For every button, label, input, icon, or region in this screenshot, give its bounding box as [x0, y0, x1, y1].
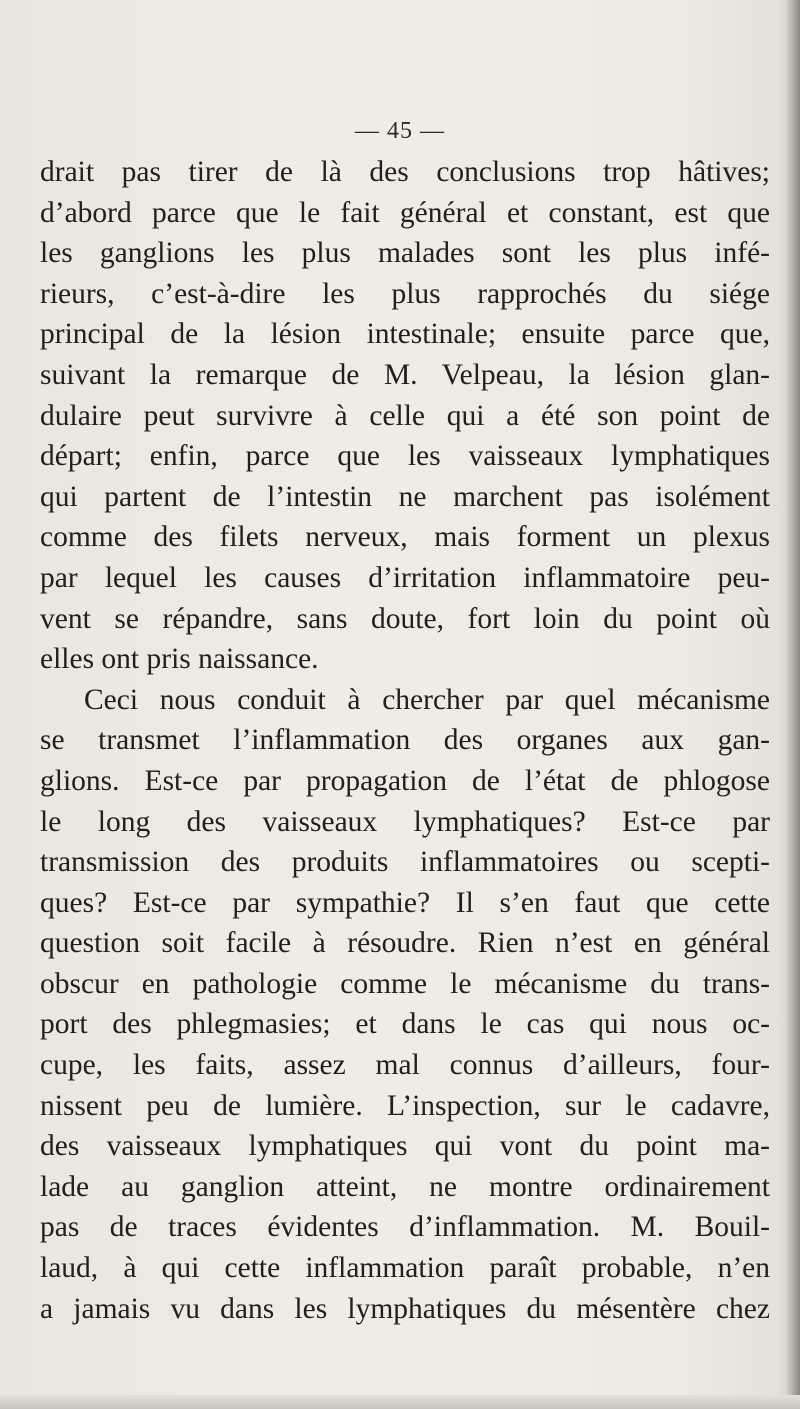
text-line: vent se répandre, sans doute, fort loin du point où	[40, 602, 770, 635]
text-line: Ceci nous conduit à chercher par quel mécanisme	[84, 683, 770, 716]
paragraph-2	[40, 680, 770, 1330]
text-line: nissent peu de lumière. L’inspection, sur le cadavre,	[40, 1089, 770, 1122]
text-line: les ganglions les plus malades sont les plus infé-	[40, 237, 770, 270]
text-line: ques? Est-ce par sympathie? Il s’en faut que cette	[40, 886, 770, 919]
text-line: qui partent de l’intestin ne marchent pas isolément	[40, 480, 770, 513]
text-line: se transmet l’inflammation des organes aux gan-	[40, 724, 770, 757]
page-number: — 45 —	[355, 118, 445, 144]
text-line: pas de traces évidentes d’inflammation. M. Bouil-	[40, 1211, 770, 1244]
text-line: cupe, les faits, assez mal connus d’ailleurs, four-	[40, 1049, 770, 1082]
text-line: drait pas tirer de là des conclusions trop hâtives;	[40, 156, 770, 188]
text-line: port des phlegmasies; et dans le cas qui nous oc-	[40, 1008, 770, 1041]
text-line: lade au ganglion atteint, ne montre ordinairement	[40, 1170, 770, 1203]
text-line: question soit facile à résoudre. Rien n’est en général	[40, 927, 770, 960]
body-text	[40, 152, 770, 1329]
text-line: laud, à qui cette inflammation paraît probable, n’en	[40, 1252, 770, 1285]
page-bottom-edge	[0, 1395, 800, 1409]
text-line: suivant la remarque de M. Velpeau, la lésion glan-	[40, 358, 770, 391]
text-line: transmission des produits inflammatoires ou scepti-	[40, 846, 770, 879]
text-line: glions. Est-ce par propagation de l’état de phlogose	[40, 764, 770, 797]
text-line: par lequel les causes d’irritation inflammatoire peu-	[40, 561, 770, 594]
paragraph-1	[40, 152, 770, 680]
page-edge	[786, 0, 800, 1409]
text-line: d’abord parce que le fait général et constant, est que	[40, 196, 770, 229]
text-line: rieurs, c’est-à-dire les plus rapprochés du siége	[40, 277, 770, 310]
text-line: le long des vaisseaux lymphatiques? Est-ce par	[40, 805, 770, 838]
text-line: elles ont pris naissance.	[40, 643, 319, 676]
text-line: des vaisseaux lymphatiques qui vont du point ma-	[40, 1130, 770, 1163]
text-line: a jamais vu dans les lymphatiques du mésentère chez	[40, 1292, 770, 1325]
text-line: comme des filets nerveux, mais forment un plexus	[40, 521, 770, 554]
text-line: obscur en pathologie comme le mécanisme du trans-	[40, 967, 770, 1000]
text-line: dulaire peut survivre à celle qui a été son point de	[40, 399, 770, 432]
text-line: principal de la lésion intestinale; ensuite parce que,	[40, 318, 770, 351]
text-line: départ; enfin, parce que les vaisseaux lymphatiques	[40, 440, 770, 473]
